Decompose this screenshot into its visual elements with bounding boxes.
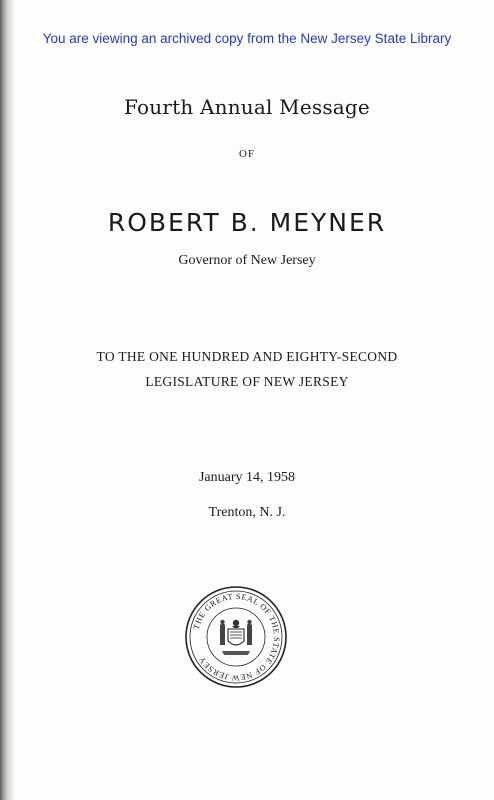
message-date: January 14, 1958 <box>198 470 296 485</box>
of-label: OF <box>238 148 256 160</box>
archive-banner: You are viewing an archived copy from the New Jersey State Library <box>42 31 452 46</box>
author-name: ROBERT B. MEYNER <box>107 208 387 237</box>
message-place: Trenton, N. J. <box>208 505 286 520</box>
addressee-line-2: LEGISLATURE OF NEW JERSEY <box>145 374 349 389</box>
svg-text:THE GREAT SEAL OF THE STATE OF: THE GREAT SEAL OF THE STATE OF NEW JERSEY <box>191 591 282 683</box>
page-spine-shadow <box>0 0 14 800</box>
document-title: Fourth Annual Message <box>124 95 370 119</box>
addressee-line-1: TO THE ONE HUNDRED AND EIGHTY-SECOND <box>96 349 398 364</box>
state-seal-icon <box>184 585 288 689</box>
author-role: Governor of New Jersey <box>178 253 316 268</box>
